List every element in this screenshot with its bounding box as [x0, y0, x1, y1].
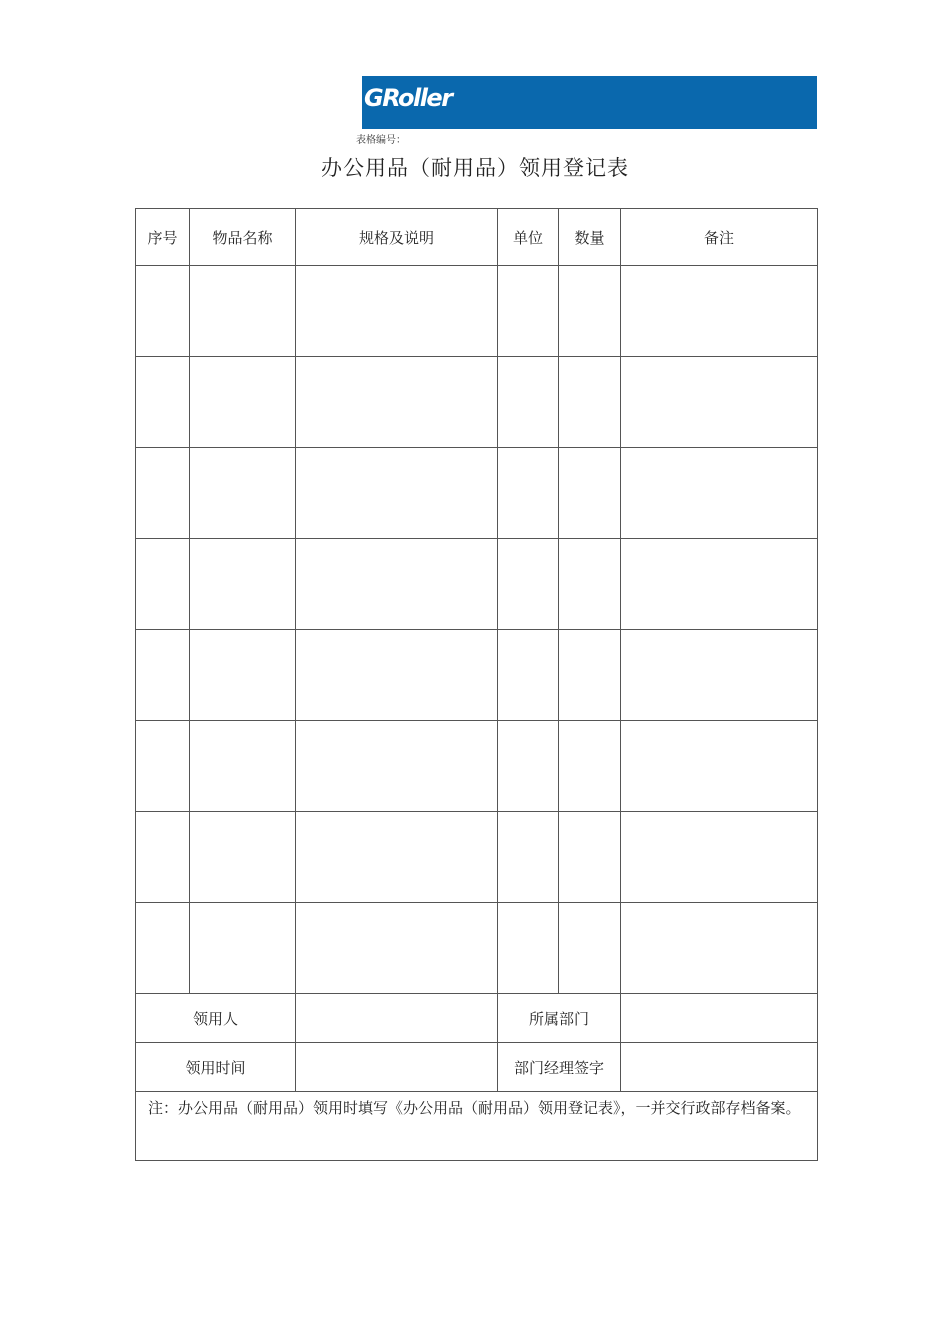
note-row — [136, 1092, 818, 1161]
spec-cell[interactable] — [296, 903, 498, 994]
quantity-cell[interactable] — [559, 630, 621, 721]
table-row — [136, 812, 818, 903]
item-rows — [136, 266, 818, 994]
remarks-cell[interactable] — [621, 721, 818, 812]
department-field[interactable] — [621, 994, 818, 1043]
spec-cell[interactable] — [296, 721, 498, 812]
unit-cell[interactable] — [498, 903, 559, 994]
index-cell[interactable] — [136, 539, 190, 630]
index-cell[interactable] — [136, 903, 190, 994]
quantity-cell[interactable] — [559, 539, 621, 630]
quantity-cell[interactable] — [559, 721, 621, 812]
spec-cell[interactable] — [296, 630, 498, 721]
recipient-field[interactable] — [296, 994, 498, 1043]
remarks-cell[interactable] — [621, 266, 818, 357]
time-label: 领用时间 — [136, 1043, 296, 1092]
column-header-index: 序号 — [136, 209, 190, 266]
unit-cell[interactable] — [498, 630, 559, 721]
table-row — [136, 539, 818, 630]
table-row — [136, 448, 818, 539]
column-header-item-name: 物品名称 — [190, 209, 296, 266]
item-name-cell[interactable] — [190, 903, 296, 994]
index-cell[interactable] — [136, 721, 190, 812]
index-cell[interactable] — [136, 448, 190, 539]
page-title: 办公用品（耐用品）领用登记表 — [321, 156, 629, 180]
time-row — [136, 1043, 818, 1092]
company-logo: GRoller — [364, 84, 452, 112]
manager-signature-field[interactable] — [621, 1043, 818, 1092]
table-row — [136, 266, 818, 357]
table-row — [136, 630, 818, 721]
index-cell[interactable] — [136, 630, 190, 721]
remarks-cell[interactable] — [621, 630, 818, 721]
logo-banner — [362, 76, 817, 129]
spec-cell[interactable] — [296, 812, 498, 903]
note-text: 注：办公用品（耐用品）领用时填写《办公用品（耐用品）领用登记表》，一并交行政部存档备案。 — [136, 1092, 818, 1161]
unit-cell[interactable] — [498, 266, 559, 357]
index-cell[interactable] — [136, 266, 190, 357]
item-name-cell[interactable] — [190, 539, 296, 630]
column-header-quantity: 数量 — [559, 209, 621, 266]
department-label: 所属部门 — [498, 994, 621, 1043]
unit-cell[interactable] — [498, 539, 559, 630]
item-name-cell[interactable] — [190, 630, 296, 721]
spec-cell[interactable] — [296, 448, 498, 539]
remarks-cell[interactable] — [621, 539, 818, 630]
column-header-spec: 规格及说明 — [296, 209, 498, 266]
table-row — [136, 721, 818, 812]
item-name-cell[interactable] — [190, 721, 296, 812]
manager-signature-label: 部门经理签字 — [498, 1043, 621, 1092]
spec-cell[interactable] — [296, 266, 498, 357]
spec-cell[interactable] — [296, 539, 498, 630]
quantity-cell[interactable] — [559, 903, 621, 994]
recipient-row — [136, 994, 818, 1043]
remarks-cell[interactable] — [621, 812, 818, 903]
unit-cell[interactable] — [498, 721, 559, 812]
recipient-label: 领用人 — [136, 994, 296, 1043]
column-header-unit: 单位 — [498, 209, 559, 266]
spec-cell[interactable] — [296, 357, 498, 448]
quantity-cell[interactable] — [559, 812, 621, 903]
item-name-cell[interactable] — [190, 812, 296, 903]
table-row — [136, 903, 818, 994]
unit-cell[interactable] — [498, 448, 559, 539]
remarks-cell[interactable] — [621, 357, 818, 448]
quantity-cell[interactable] — [559, 266, 621, 357]
time-field[interactable] — [296, 1043, 498, 1092]
item-name-cell[interactable] — [190, 266, 296, 357]
remarks-cell[interactable] — [621, 448, 818, 539]
form-number-label: 表格编号： — [356, 135, 406, 146]
unit-cell[interactable] — [498, 357, 559, 448]
remarks-cell[interactable] — [621, 903, 818, 994]
registration-table — [135, 208, 818, 1161]
unit-cell[interactable] — [498, 812, 559, 903]
index-cell[interactable] — [136, 357, 190, 448]
quantity-cell[interactable] — [559, 357, 621, 448]
table-header-row — [136, 209, 818, 266]
index-cell[interactable] — [136, 812, 190, 903]
item-name-cell[interactable] — [190, 357, 296, 448]
column-header-remarks: 备注 — [621, 209, 818, 266]
quantity-cell[interactable] — [559, 448, 621, 539]
table-row — [136, 357, 818, 448]
item-name-cell[interactable] — [190, 448, 296, 539]
